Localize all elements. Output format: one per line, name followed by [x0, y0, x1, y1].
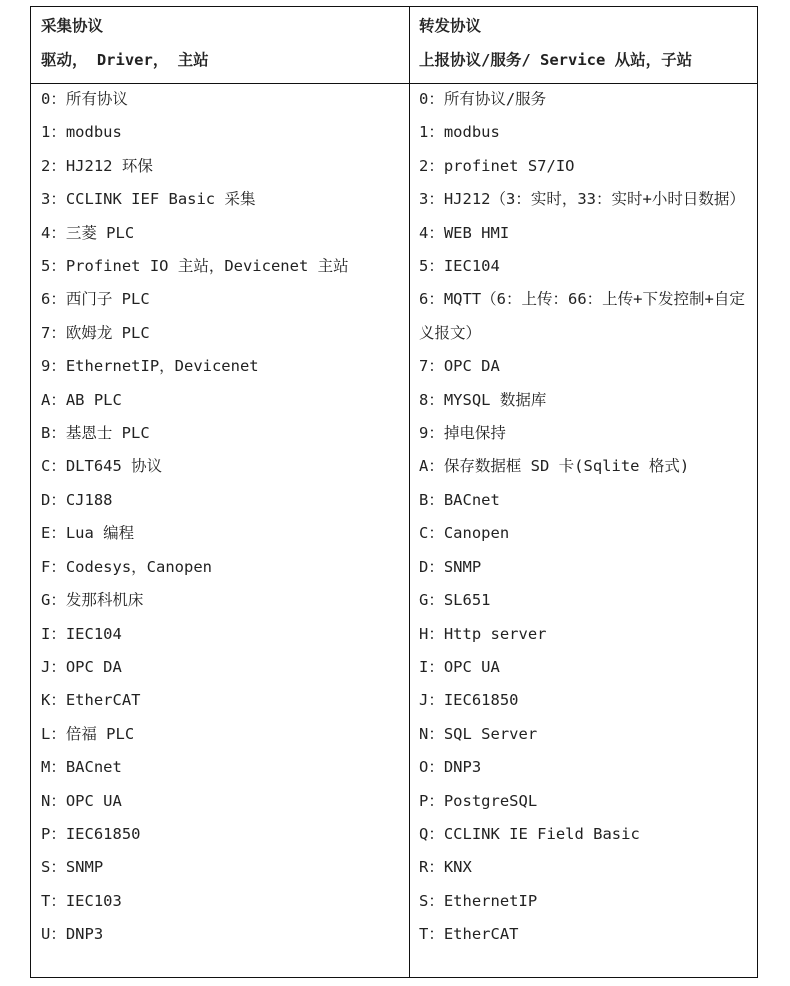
list-item: 1：modbus	[41, 123, 122, 142]
list-item: 6：MQTT（6：上传：66：上传+下发控制+自定义报文）	[419, 290, 745, 342]
list-item: C：Canopen	[419, 524, 510, 543]
list-item: 3：CCLINK IEF Basic 采集	[41, 190, 256, 209]
list-item: K：EtherCAT	[41, 691, 141, 710]
list-item: O：DNP3	[419, 758, 482, 777]
list-item: 2：profinet S7/IO	[419, 156, 575, 175]
list-item: 7：OPC DA	[419, 357, 500, 376]
list-item: 8：MYSQL 数据库	[419, 390, 547, 409]
list-item: J：IEC61850	[419, 691, 519, 710]
list-item: J：OPC DA	[41, 657, 122, 676]
list-item: P：PostgreSQL	[419, 791, 538, 810]
list-item: 4：WEB HMI	[419, 223, 510, 242]
list-item: 3：HJ212（3：实时，33：实时+小时日数据）	[419, 190, 745, 209]
collection-protocol-title: 采集协议	[41, 17, 104, 35]
list-item: A：AB PLC	[41, 390, 122, 409]
forwarding-protocol-title: 转发协议	[419, 17, 482, 35]
list-item: N：OPC UA	[41, 791, 122, 810]
list-item: F：Codesys，Canopen	[41, 557, 212, 576]
protocol-table	[30, 6, 758, 978]
list-item: 0：所有协议/服务	[419, 90, 547, 108]
list-item: C：DLT645 协议	[41, 457, 163, 476]
list-item: 9：掉电保持	[419, 424, 506, 443]
list-item: Q：CCLINK IE Field Basic	[419, 824, 640, 843]
list-item: S：SNMP	[41, 858, 104, 877]
list-item: B：BACnet	[419, 490, 500, 509]
list-item: I：OPC UA	[419, 657, 500, 676]
list-item: N：SQL Server	[419, 724, 538, 743]
list-item: S：EthernetIP	[419, 891, 538, 910]
list-item: 9：EthernetIP，Devicenet	[41, 357, 259, 376]
column-divider	[409, 7, 410, 977]
forwarding-protocol-subtitle: 上报协议/服务/ Service 从站，子站	[419, 51, 693, 69]
list-item: 1：modbus	[419, 123, 500, 142]
collection-protocol-subtitle: 驱动， Driver， 主站	[41, 51, 209, 69]
list-item: M：BACnet	[41, 758, 122, 777]
list-item: B：基恩士 PLC	[41, 424, 150, 443]
list-item: P：IEC61850	[41, 824, 141, 843]
list-item: I：IEC104	[41, 624, 122, 643]
list-item: E：Lua 编程	[41, 524, 135, 543]
list-item: U：DNP3	[41, 925, 104, 944]
list-item: 4：三菱 PLC	[41, 223, 135, 242]
list-item: L：倍福 PLC	[41, 724, 135, 743]
collection-protocol-list	[41, 83, 401, 952]
list-item: H：Http server	[419, 624, 547, 643]
list-item: D：SNMP	[419, 557, 482, 576]
list-item: T：IEC103	[41, 891, 122, 910]
list-item: T：EtherCAT	[419, 925, 519, 944]
list-item: A：保存数据框 SD 卡(Sqlite 格式)	[419, 457, 690, 476]
list-item: 6：西门子 PLC	[41, 290, 150, 309]
list-item: 2：HJ212 环保	[41, 156, 153, 175]
list-item: D：CJ188	[41, 490, 113, 509]
list-item: 5：Profinet IO 主站，Devicenet 主站	[41, 257, 349, 276]
forwarding-protocol-list	[419, 83, 753, 952]
list-item: R：KNX	[419, 858, 472, 877]
list-item: G：发那科机床	[41, 591, 144, 610]
list-item: 0：所有协议	[41, 90, 128, 108]
list-item: 7：欧姆龙 PLC	[41, 323, 150, 342]
list-item: 5：IEC104	[419, 257, 500, 276]
list-item: G：SL651	[419, 591, 491, 610]
